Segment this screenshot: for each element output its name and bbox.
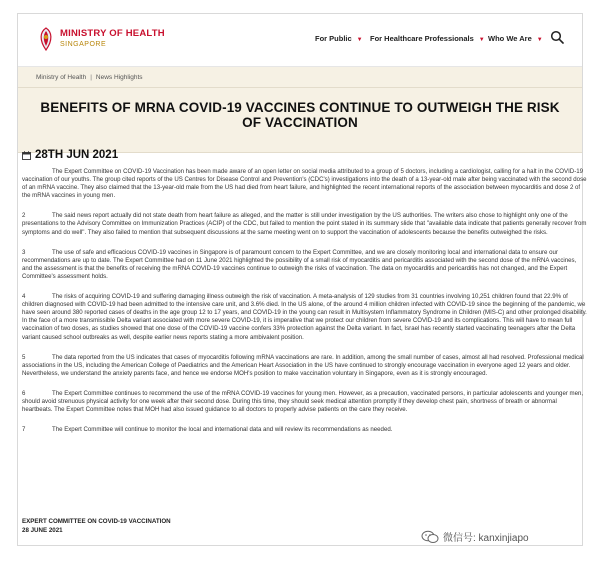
page-title: BENEFITS OF MRNA COVID-19 VACCINES CONTINUE TO OUTWEIGH THE RISK OF VACCINATION: [40, 100, 560, 130]
chevron-down-icon: ▼: [478, 37, 485, 43]
paragraph-text: The use of safe and efficacious COVID-19 vaccines in Singapore is of paramount concern to the Expert Committee, and we are closely monitoring local and international data to ensure our recommendations are up to date. The Expert Committee had on 11 June 2021 highlighted the possibility of a small risk of myocarditis and pericarditis associated with the second dose of the mRNA vaccines, and the assessment is that the benefits of receiving the mRNA COVID-19 vaccines continue to outweigh the risks of vaccination. The data on myocarditis and pericarditis has not changed, and the Expert Committee's assessment holds.: [22, 248, 577, 280]
paragraph-text: The data reported from the US indicates that cases of myocarditis following mRNA vaccinations are rare. In addition, among the small number of cases, almost all had resolved. Professional medical associations in the US, including the American College of Paediatrics and the American Heart Association in the US have continued to strongly encourage vaccination in everyone aged 12 years and older. Nevertheless, we understand the anxiety parents face, and hence we endorse MOH's position to make vaccination voluntary in Singapore, even as it is strongly encouraged.: [22, 353, 584, 377]
logo-text[interactable]: [60, 28, 165, 50]
breadcrumb-item-news-highlights[interactable]: News Highlights: [95, 74, 143, 81]
org-country: SINGAPORE: [60, 41, 107, 48]
search-icon[interactable]: [550, 30, 564, 44]
paragraph-7: [22, 426, 587, 434]
paragraph-6: [22, 390, 587, 414]
site-header: [18, 14, 582, 67]
nav-label: For Public: [315, 34, 352, 43]
watermark: [421, 529, 529, 544]
article-body: [22, 168, 587, 446]
paragraph-text: The Expert Committee continues to recommend the use of the mRNA COVID-19 vaccines for young men. However, as a precaution, vaccinated persons, in particular adolescents and younger men, should avoid strenuous physical activity for one week after their second dose. During this time, they should seek medical attention promptly if they develop chest pain, shortness of breath or abnormal heartbeats. The Expert Committee notes that MOH had also issued guidance to all doctors to properly advise patients on the care they receive.: [22, 389, 584, 414]
title-banner: [18, 67, 582, 153]
signature-block: [22, 517, 171, 535]
paragraph-number: 5: [22, 353, 26, 361]
paragraph-text: The Expert Committee will continue to monitor the local and international data and will review its recommendations as needed.: [52, 426, 393, 434]
paragraph-number: 2: [22, 212, 26, 220]
nav-for-healthcare-professionals[interactable]: [370, 34, 485, 43]
org-name: MINISTRY OF HEALTH: [60, 28, 165, 39]
chevron-down-icon: ▼: [356, 37, 363, 43]
paragraph-2: [22, 212, 587, 236]
paragraph-number: 7: [22, 426, 26, 434]
divider: [18, 87, 582, 88]
paragraph-text: The said news report actually did not state death from heart failure as alleged, and the matter is still under investigation by the US authorities. The writers also chose to highlight only one of the presentations to the Advisory Committee on Immunization Practices (ACIP) of the CDC, but failed to mention the point stated in its summary slide that "available data indicate that patients generally recover from symptoms and do well". They also failed to mention that subsequent discussions at the same meeting went on to support the vaccination of adolescents because the benefits outweighed the risks.: [22, 212, 587, 236]
nav-label: Who We Are: [488, 34, 532, 43]
signature-committee: EXPERT COMMITTEE ON COVID-19 VACCINATION: [22, 518, 171, 525]
publish-date: 28TH JUN 2021: [35, 149, 119, 161]
moh-logo-icon[interactable]: [36, 26, 56, 52]
breadcrumb-item-ministry-of-health[interactable]: Ministry of Health: [36, 74, 87, 81]
paragraph-number: 4: [22, 293, 26, 301]
paragraph-3: [22, 249, 587, 281]
watermark-text: 微信号: kanxinjiapo: [443, 533, 529, 544]
paragraph-number: 3: [22, 248, 26, 256]
wechat-icon: [421, 530, 439, 544]
calendar-icon: [22, 151, 31, 160]
nav-who-we-are[interactable]: [488, 34, 543, 43]
paragraph-1: [22, 168, 587, 200]
chevron-down-icon: ▼: [536, 37, 543, 43]
paragraph-text: The risks of acquiring COVID-19 and suffering damaging illness outweigh the risk of vaccination. A meta-analysis of 129 studies from 31 countries involving 10,251 children found that 22.9% of children diagnosed with COVID-19 had been admitted to the intensive care unit, and 3.6% died. In the US alone, of the around 4 million children infected with COVID-19 since the beginning of the pandemic, we have seen around 380 reported cases of deaths in the age group 12 to 17 years, and COVID-19 in the young can result in Multisystem Inflammatory Syndrome in Children (MIS-C) and other prolonged disability. In the face of a more transmissible Delta variant associated with more severe COVID-19, it is imperative that we protect our children from severe COVID-19 and its complications. This will have to mean full vaccination of two doses, as studies showed that one dose of the COVID-19 vaccine confers 33% protection against the Delta variant. In fact, Israel has recently started vaccinating teenagers after the Delta variant caused school outbreaks as well, despite earlier news reports stating a more ambivalent position.: [22, 293, 587, 341]
paragraph-5: [22, 354, 587, 378]
nav-label: For Healthcare Professionals: [370, 34, 474, 43]
breadcrumb: [36, 74, 143, 81]
paragraph-number: 6: [22, 389, 26, 397]
breadcrumb-separator: |: [90, 74, 92, 81]
paragraph-text: The Expert Committee on COVID-19 Vaccination has been made aware of an open letter on social media attributed to a group of 5 doctors, including a cardiologist, calling for a halt in the COVID-19 vaccination of our youths. The group cited reports of the US Centres for Disease Control and Prevention's (CDC's) investigations into the death of a 13-year-old male after being vaccinated with the second dose of an mRNA vaccine. They also claimed that the 13-year-old male from the US had died from heart failure, and highlighted the recent international reports of the association between myocarditis and dose 2 of the mRNA vaccines in young men.: [22, 168, 587, 200]
paragraph-4: [22, 293, 587, 342]
publish-date-row: [22, 149, 118, 161]
nav-for-public[interactable]: [315, 34, 363, 43]
signature-date: 28 JUNE 2021: [22, 527, 63, 534]
